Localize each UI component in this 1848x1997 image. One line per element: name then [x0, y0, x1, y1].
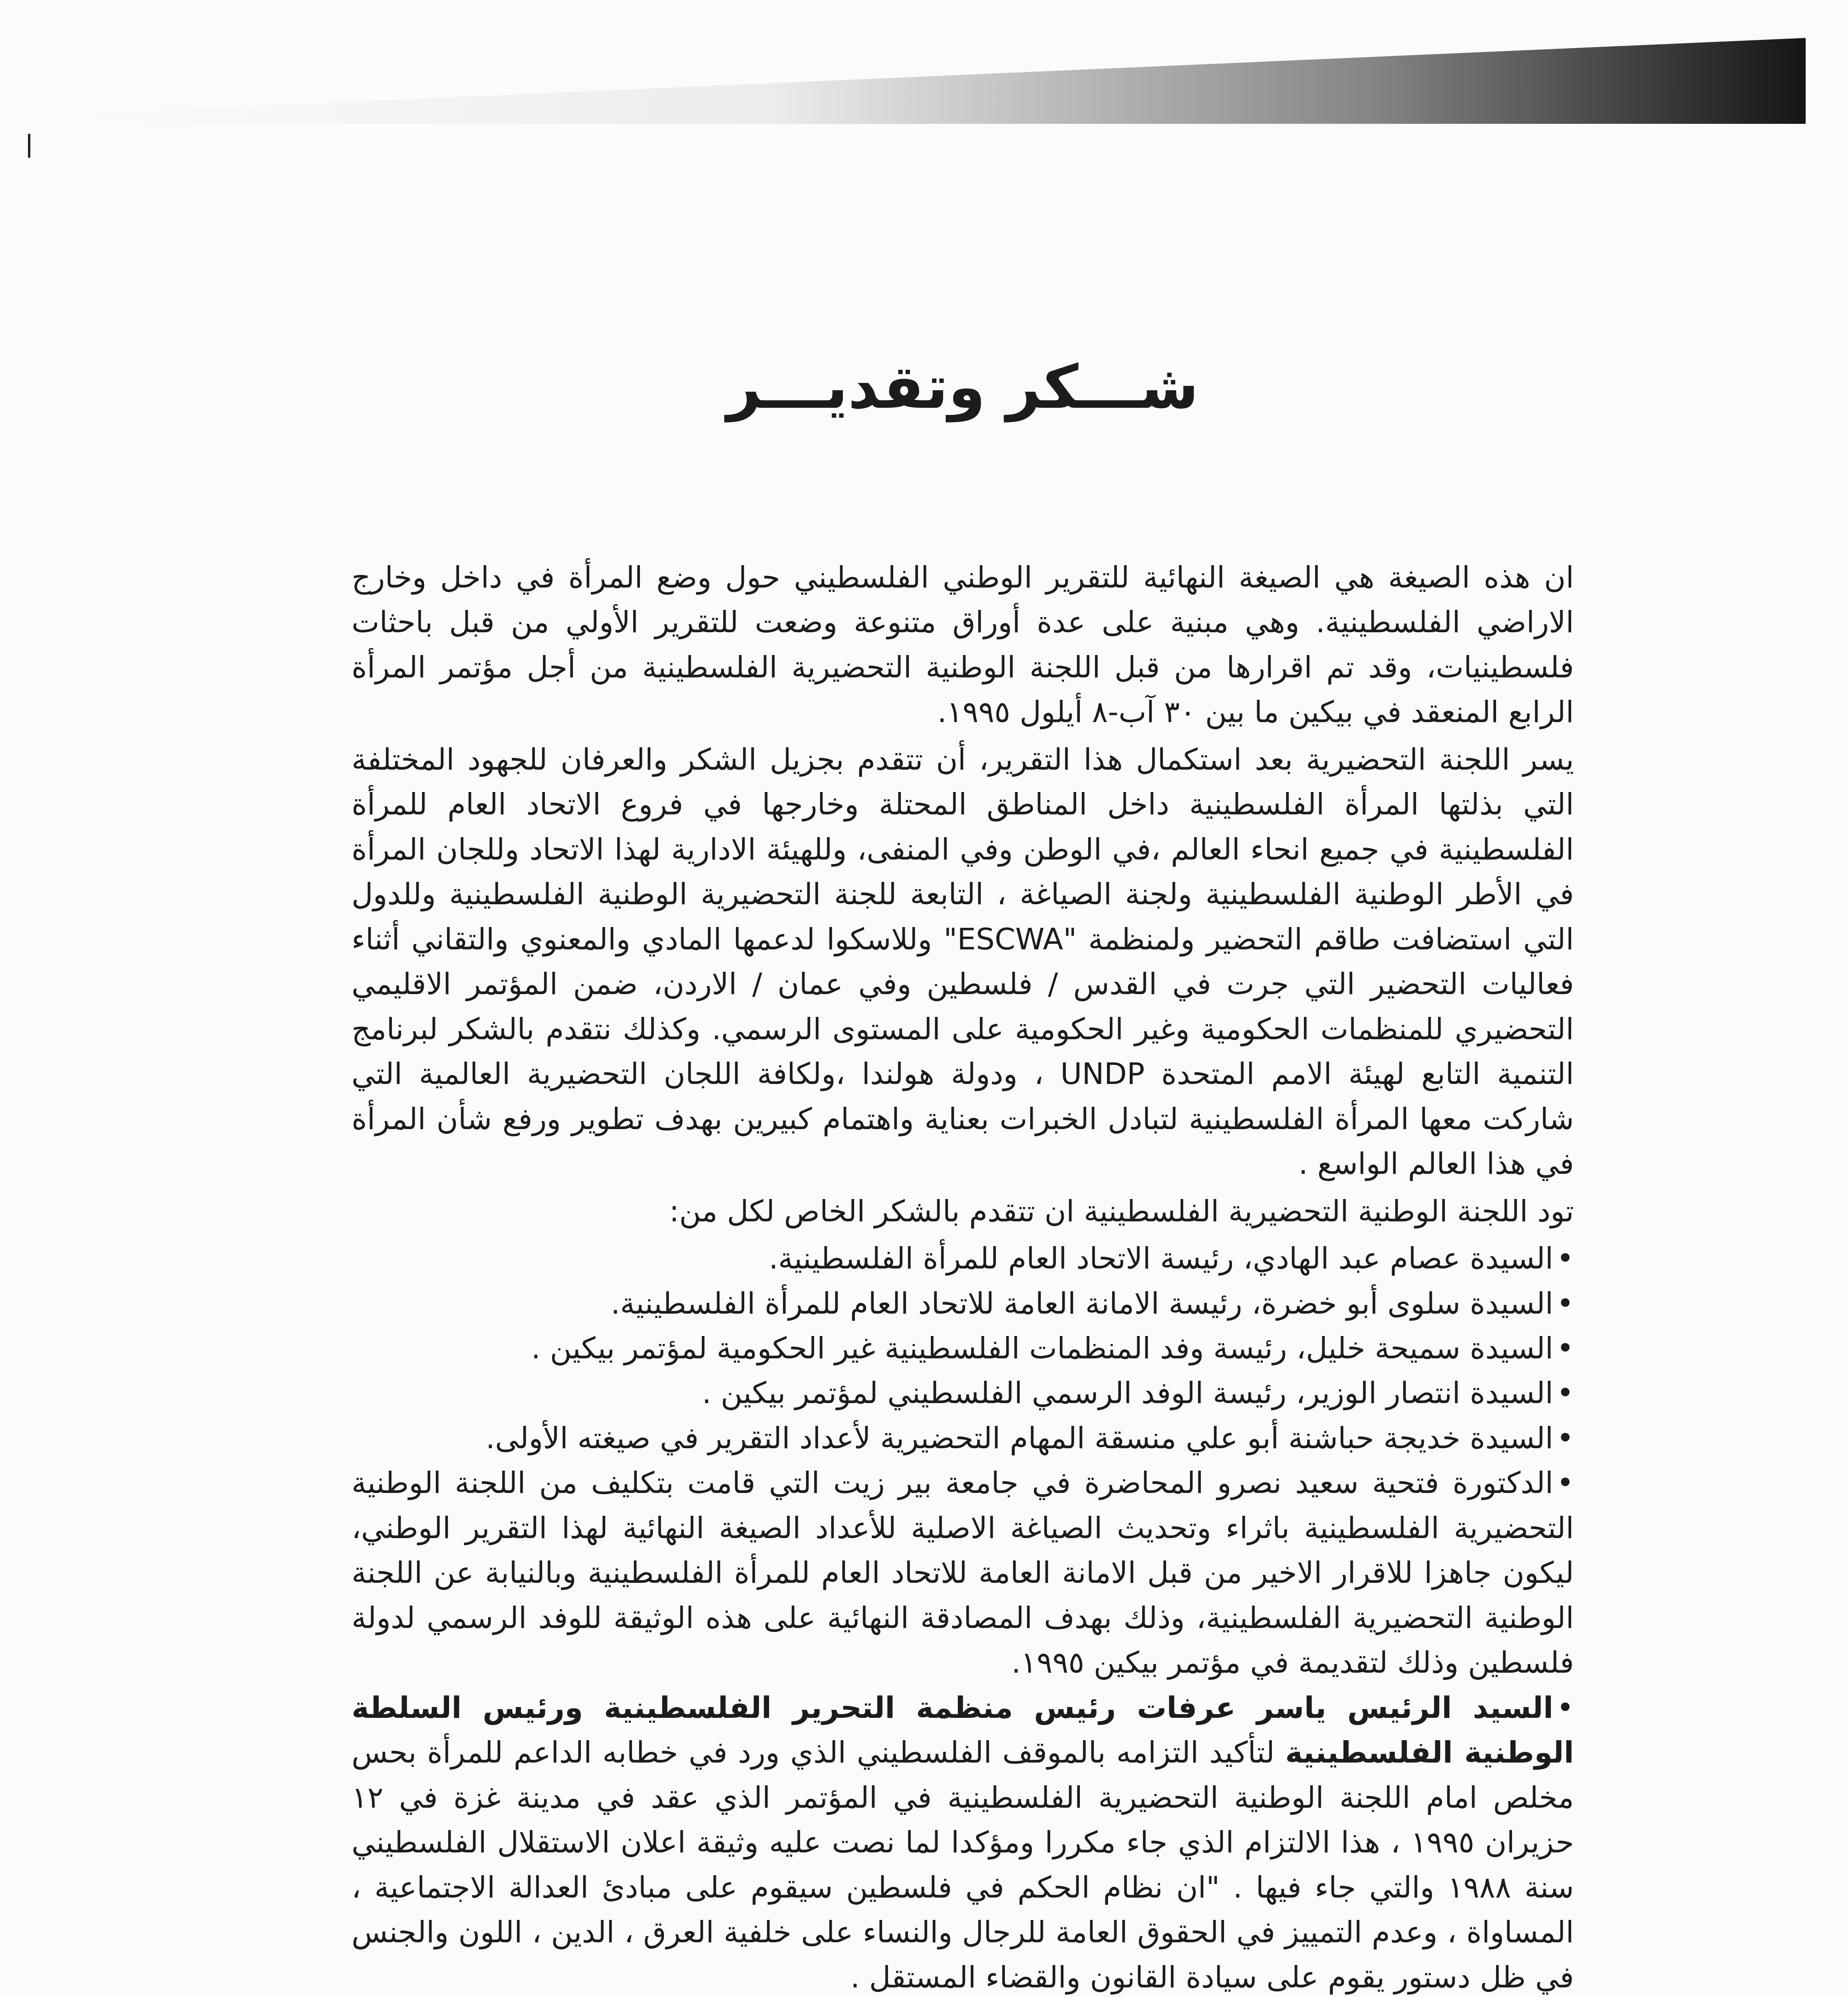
bullet-icon: •	[1556, 1421, 1574, 1455]
list-item-text: السيدة انتصار الوزير، رئيسة الوفد الرسمي الفلسطيني لمؤتمر بيكين .	[702, 1376, 1554, 1411]
bullet-icon: •	[1556, 1331, 1574, 1366]
list-item	[352, 1236, 1574, 1281]
list-item	[352, 1371, 1574, 1415]
document-body	[352, 351, 1574, 1997]
bullet-icon: •	[1556, 1690, 1574, 1725]
intro-paragraph: ان هذه الصيغة هي الصيغة النهائية للتقرير الوطني الفلسطيني حول وضع المرأة في داخل وخارج الاراضي الفلسطينية. وهي مبنية على عدة أوراق متنوعة وضعت للتقرير الأولي من قبل باحثات فلسطينيات، وقد تم اقرارها من قبل اللجنة الوطنية التحضيرية الفلسطينية من أجل مؤتمر المرأة الرابع المنعقد في بيكين ما بين ٣٠ آب-٨ أيلول ١٩٩٥.	[352, 560, 1574, 730]
president-text: لتأكيد التزامه بالموقف الفلسطيني الذي ورد في خطابه الداعم للمرأة بحس مخلص امام اللجنة الوطنية التحضيرية الفلسطينية في المؤتمر الذي عقد في مدينة غزة في ١٢ حزيران ١٩٩٥ ، هذا الالتزام الذي جاء مكررا ومؤكدا لما نصت عليه وثيقة اعلان الاستقلال الفلسطيني سنة ١٩٨٨ والتي جاء فيها . "ان نظام الحكم في فلسطين سيقوم على مبادئ العدالة الاجتماعية ، المساواة ، وعدم التمييز في الحقوق العامة للرجال والنساء على خلفية العرق ، الدين ، اللون والجنس في ظل دستور يقوم على سيادة القانون والقضاء المستقل .	[352, 1735, 1574, 1995]
list-item	[352, 1461, 1574, 1685]
list-item-text: السيدة سلوى أبو خضرة، رئيسة الامانة العامة للاتحاد العام للمرأة الفلسطينية.	[610, 1286, 1554, 1321]
list-item-text: السيدة سميحة خليل، رئيسة وفد المنظمات الفلسطينية غير الحكومية لمؤتمر بيكين .	[531, 1331, 1554, 1366]
special-thanks-intro: تود اللجنة الوطنية التحضيرية الفلسطينية ان تتقدم بالشكر الخاص لكل من:	[669, 1194, 1574, 1229]
scan-toner-streak	[80, 38, 1806, 124]
thanks-paragraph: يسر اللجنة التحضيرية بعد استكمال هذا التقرير، أن تتقدم بجزيل الشكر والعرفان للجهود المختلفة التي بذلتها المرأة الفلسطينية داخل المناطق المحتلة وخارجها في فروع الاتحاد العام للمرأة الفلسطينية في جميع انحاء العالم ،في الوطن وفي المنفى، وللهيئة الادارية لهذا الاتحاد وللجان المرأة في الأطر الوطنية الفلسطينية ولجنة الصياغة ، التابعة للجنة التحضيرية الوطنية الفلسطينية وللدول التي استضافت طاقم التحضير ولمنظمة "ESCWA" وللاسكوا لدعمها المادي والمعنوي والتقاني أثناء فعاليات التحضير التي جرت في القدس / فلسطين وفي عمان / الاردن، ضمن المؤتمر الاقليمي التحضيري للمنظمات الحكومية وغير الحكومية على المستوى الرسمي. وكذلك نتقدم بالشكر لبرنامج التنمية التابع لهيئة الامم المتحدة UNDP ، ودولة هولندا ،ولكافة اللجان التحضيرية العالمية التي شاركت معها المرأة الفلسطينية لتبادل الخبرات بعناية واهتمام كبيرين بهدف تطوير ورفع شأن المرأة في هذا العالم الواسع .	[352, 742, 1574, 1181]
list-item-text: السيدة خديجة حباشنة أبو علي منسقة المهام التحضيرية لأعداد التقرير في صيغته الأولى.	[485, 1421, 1554, 1455]
list-item	[352, 1326, 1574, 1371]
acknowledgement-list	[352, 1236, 1574, 1685]
bullet-icon: •	[1556, 1286, 1574, 1321]
list-item	[352, 1281, 1574, 1326]
list-item-text: الدكتورة فتحية سعيد نصرو المحاضرة في جامعة بير زيت التي قامت بتكليف من اللجنة الوطنية التحضيرية الفلسطينية باثراء وتحديث الصياغة الاصلية للأعداد الصيغة النهائية لهذا التقرير الوطني، ليكون جاهزا للاقرار الاخير من قبل الامانة العامة للاتحاد العام للمرأة الفلسطينية وبالنيابة عن اللجنة الوطنية التحضيرية الفلسطينية، وذلك بهدف المصادقة النهائية على هذه الوثيقة للوفد الرسمي لدولة فلسطين وذلك لتقديمة في مؤتمر بيكين ١٩٩٥.	[352, 1466, 1574, 1680]
page-title: شـــكر وتقديـــر	[727, 353, 1199, 422]
bullet-icon: •	[1556, 1376, 1574, 1411]
scan-edge-mark	[28, 134, 30, 158]
president-paragraph	[352, 1685, 1574, 1997]
list-item	[352, 1416, 1574, 1461]
list-item-text: السيدة عصام عبد الهادي، رئيسة الاتحاد العام للمرأة الفلسطينية.	[769, 1241, 1554, 1276]
bullet-icon: •	[1556, 1466, 1574, 1501]
president-name: السيد الرئيس ياسر عرفات رئيس منظمة التحرير الفلسطينية ورئيس السلطة الوطنية الفلسطينية	[352, 1690, 1574, 1770]
bullet-icon: •	[1556, 1241, 1574, 1276]
